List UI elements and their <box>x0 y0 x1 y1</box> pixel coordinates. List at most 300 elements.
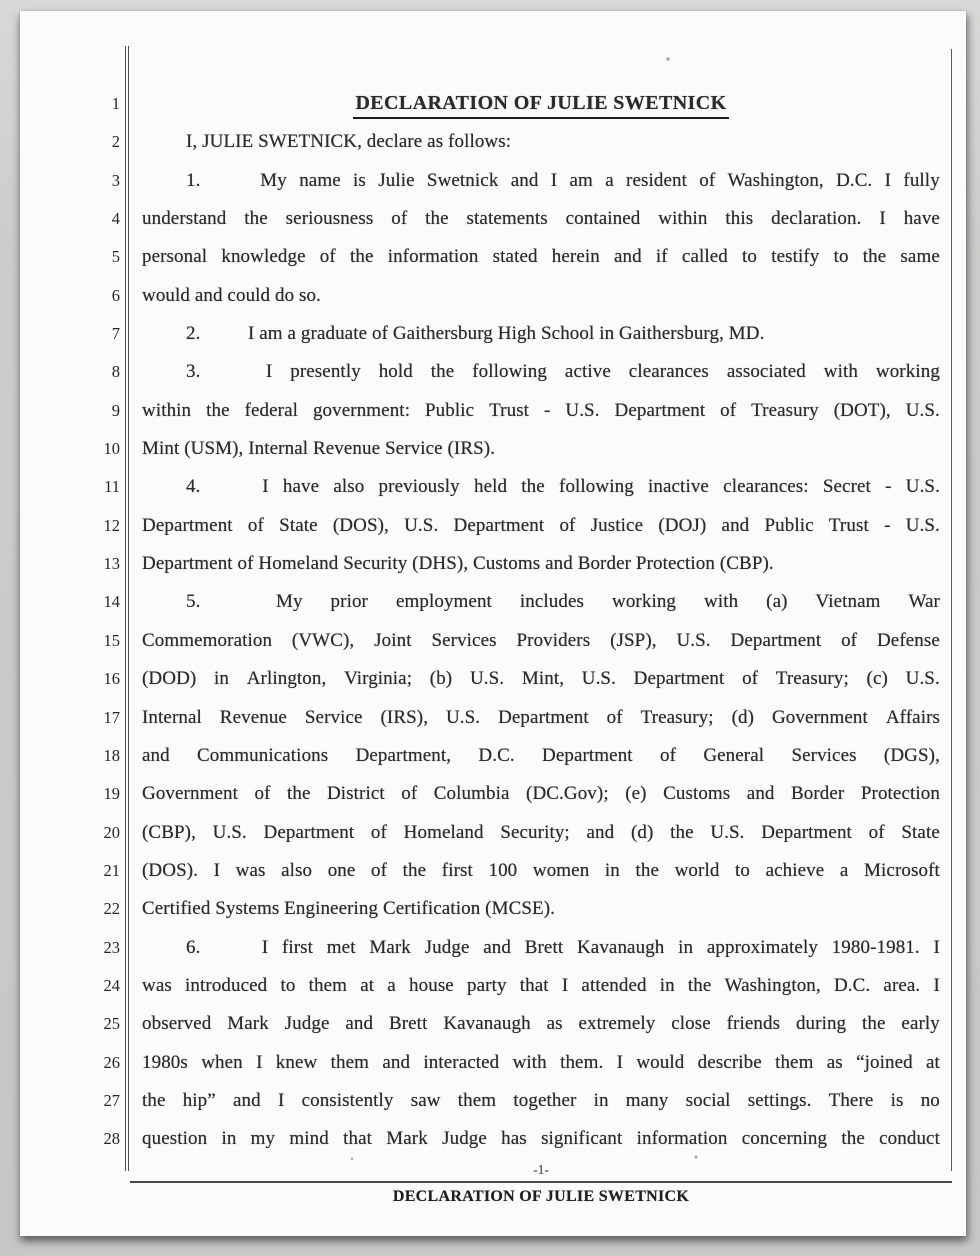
word: Mark <box>227 1013 269 1035</box>
word: (a) <box>766 591 788 613</box>
word: Brett <box>524 936 564 958</box>
line-number: 5 <box>111 247 120 267</box>
word: active <box>564 361 611 383</box>
word: am <box>569 169 593 191</box>
word: is <box>890 1089 904 1111</box>
document-line <box>142 507 940 545</box>
word: U.S. <box>212 821 247 843</box>
word: includes <box>519 591 585 613</box>
word: Providers <box>516 629 591 651</box>
word: Secret <box>822 476 871 498</box>
word: a <box>387 974 396 996</box>
word: Security; <box>500 821 570 843</box>
word: (e) <box>625 783 647 805</box>
line-number: 28 <box>103 1129 120 1149</box>
word: first <box>281 936 314 958</box>
word: them. <box>560 1051 604 1073</box>
word: of <box>841 629 858 651</box>
line-number: 15 <box>103 630 120 650</box>
word: women <box>532 859 590 881</box>
word: Border <box>791 783 845 805</box>
paragraph-number: 4. <box>186 476 201 498</box>
line-number: 12 <box>103 515 120 535</box>
line-number: 4 <box>111 209 120 229</box>
word: State <box>279 514 318 536</box>
word: called <box>681 246 728 268</box>
word: Trust <box>489 399 530 421</box>
document-line <box>142 315 940 353</box>
word: testify <box>771 246 820 268</box>
document-line <box>142 929 940 967</box>
document-line <box>142 814 940 852</box>
word: working <box>875 361 940 383</box>
line-number: 18 <box>103 745 120 765</box>
word: a <box>839 859 849 881</box>
word: U.S. <box>565 399 600 421</box>
document-line <box>142 1120 940 1158</box>
word: U.S. <box>469 668 505 690</box>
word: herein <box>551 246 600 268</box>
word: also <box>333 476 365 498</box>
word: with <box>823 361 858 383</box>
word: them <box>308 974 348 996</box>
word: stated <box>492 246 538 268</box>
word: during <box>795 1013 847 1035</box>
word: also <box>281 859 313 881</box>
line-number: 17 <box>103 707 120 727</box>
word: many <box>625 1089 669 1111</box>
word: observed <box>142 1013 212 1035</box>
word: that <box>343 1128 373 1150</box>
word: with <box>512 1051 547 1073</box>
word: “joined <box>856 1051 913 1073</box>
document-line <box>142 852 940 890</box>
word: Commemoration <box>142 629 273 651</box>
word: Department <box>730 629 822 651</box>
word: friends <box>726 1013 781 1035</box>
line-text: Department of Homeland Security (DHS), Customs and Border Protection (CBP). <box>142 553 774 575</box>
word: the <box>350 246 374 268</box>
word: question <box>142 1128 208 1150</box>
word: and <box>721 514 750 536</box>
line-number: 24 <box>103 975 120 995</box>
document-line <box>142 545 940 583</box>
document-line <box>142 123 940 161</box>
word: Virginia; <box>344 668 413 690</box>
word: achieve <box>765 859 825 881</box>
document-title: DECLARATION OF JULIE SWETNICK <box>353 91 728 119</box>
word: Washington, <box>724 974 821 996</box>
word: following <box>559 476 634 498</box>
word: understand <box>142 208 227 230</box>
line-number: 20 <box>103 822 120 842</box>
word: that <box>519 974 549 996</box>
word: statements <box>466 208 548 230</box>
word: Department <box>633 668 725 690</box>
word: approximately <box>706 936 818 958</box>
word: Public <box>764 514 814 536</box>
word: of <box>371 859 388 881</box>
word: the <box>142 1089 166 1111</box>
word: D.C. <box>478 744 515 766</box>
word: War <box>908 591 940 613</box>
word: seriousness <box>285 208 374 230</box>
word: held <box>473 476 508 498</box>
word: Washington, <box>727 169 824 191</box>
word: federal <box>244 399 298 421</box>
word: the <box>286 783 311 805</box>
word: in <box>221 1128 237 1150</box>
word: of <box>370 821 387 843</box>
word: Joint <box>374 629 412 651</box>
word: (DOJ) <box>658 514 707 536</box>
line-number: 16 <box>103 669 120 689</box>
word: the <box>244 208 268 230</box>
word: world <box>674 859 720 881</box>
word: party <box>467 974 507 996</box>
word: Department <box>614 399 706 421</box>
paragraph-number: 3. <box>186 361 201 383</box>
word: describe <box>697 1051 762 1073</box>
word: declaration. <box>771 208 862 230</box>
word: I <box>550 169 558 191</box>
word: conduct <box>879 1128 940 1150</box>
document-line <box>142 1082 940 1120</box>
word: U.S. <box>676 629 711 651</box>
line-number: 13 <box>103 554 120 574</box>
word: I <box>262 476 269 498</box>
pleading-rule-right <box>951 49 952 1171</box>
word: of <box>254 783 271 805</box>
word: contained <box>565 208 641 230</box>
line-number: 8 <box>111 362 120 382</box>
word: Microsoft <box>864 859 940 881</box>
word: (b) <box>429 668 453 690</box>
word: and <box>142 744 170 766</box>
paragraph-number: 1. <box>186 169 201 191</box>
word: Internal <box>142 706 202 728</box>
document-line <box>142 392 940 430</box>
line-text: would and could do so. <box>142 284 321 306</box>
word: and <box>586 821 615 843</box>
word: employment <box>395 591 492 613</box>
word: the <box>862 246 887 268</box>
document-line <box>142 660 940 698</box>
word: (d) <box>731 706 755 728</box>
word: knew <box>275 1051 318 1073</box>
word: of <box>720 399 737 421</box>
word: to <box>742 246 758 268</box>
word: the <box>862 1013 886 1035</box>
document-line <box>142 737 940 775</box>
word: Customs <box>663 783 731 805</box>
word: Services <box>791 744 857 766</box>
word: of <box>868 821 885 843</box>
word: There <box>828 1089 874 1111</box>
word: when <box>201 1051 243 1073</box>
word: resident <box>626 169 687 191</box>
line-number-column <box>72 85 120 1159</box>
word: Department <box>542 744 633 766</box>
word: U.S. <box>404 514 439 536</box>
word: of <box>401 783 418 805</box>
word: Department <box>761 821 852 843</box>
document-line <box>142 890 940 928</box>
word: personal <box>142 246 208 268</box>
word: (DOT), <box>833 399 891 421</box>
word: My <box>275 591 303 613</box>
word: I <box>879 208 886 230</box>
word: in <box>214 668 230 690</box>
word: in <box>604 859 620 881</box>
word: Mint, <box>521 668 565 690</box>
word: D.C. <box>833 974 871 996</box>
word: Public <box>425 399 475 421</box>
word: if <box>655 246 668 268</box>
word: name <box>299 169 341 191</box>
word: and <box>510 169 539 191</box>
word: house <box>409 974 454 996</box>
document-line <box>142 430 940 468</box>
word: Affairs <box>885 706 940 728</box>
word: and <box>746 783 775 805</box>
word: Revenue <box>219 706 287 728</box>
paragraph-number: 2. <box>186 323 201 345</box>
word: of <box>559 514 576 536</box>
word: within <box>142 399 192 421</box>
word: them <box>330 1051 370 1073</box>
word: the <box>206 399 230 421</box>
line-text: Mint (USM), Internal Revenue Service (IRS). <box>142 438 496 460</box>
line-number: 26 <box>103 1052 120 1072</box>
word: Department <box>263 821 355 843</box>
word: prior <box>330 591 368 613</box>
word: I <box>261 936 269 958</box>
line-text: Certified Systems Engineering Certification (MCSE). <box>142 898 555 920</box>
line-number: 11 <box>104 477 120 497</box>
word: extremely <box>578 1013 656 1035</box>
word: Kavanaugh <box>576 936 665 958</box>
line-number: 22 <box>103 899 120 919</box>
word: first <box>441 859 473 881</box>
word: early <box>901 1013 940 1035</box>
word: working <box>612 591 677 613</box>
word: significant <box>541 1128 623 1150</box>
line-number: 19 <box>103 784 120 804</box>
line-number: 27 <box>103 1090 120 1110</box>
word: of <box>247 514 264 536</box>
word: Department, <box>355 744 452 766</box>
word: the <box>402 859 427 881</box>
word: have <box>282 476 320 498</box>
word: Mark <box>386 1128 428 1150</box>
word: Swetnick <box>426 169 499 191</box>
word: (d) <box>630 821 654 843</box>
word: the <box>425 208 449 230</box>
word: U.S. <box>710 821 745 843</box>
word: I <box>256 1051 263 1073</box>
word: have <box>903 208 940 230</box>
word: information <box>387 246 479 268</box>
line-number: 21 <box>103 860 120 880</box>
paragraph-number: 5. <box>186 591 201 613</box>
word: the <box>670 821 694 843</box>
word: as <box>546 1013 563 1035</box>
line-number: 25 <box>103 1014 120 1034</box>
word: - <box>885 476 892 498</box>
document-line <box>142 162 940 200</box>
pleading-double-rule-left <box>125 46 129 1171</box>
word: Defense <box>876 629 940 651</box>
word: Julie <box>378 169 415 191</box>
word: clearances <box>628 361 709 383</box>
word: in <box>593 1089 609 1111</box>
word: in <box>659 974 675 996</box>
document-line <box>142 1044 940 1082</box>
word: Treasury <box>751 399 819 421</box>
word: U.S. <box>905 514 940 536</box>
paragraph-number: 6. <box>186 936 201 958</box>
word: of <box>606 706 623 728</box>
word: knowledge <box>221 246 306 268</box>
word: government: <box>312 399 411 421</box>
word: has <box>501 1128 527 1150</box>
word: Judge <box>442 1128 487 1150</box>
word: introduced <box>185 974 268 996</box>
word: and <box>382 1051 411 1073</box>
word: was <box>235 859 266 881</box>
word: presently <box>290 361 361 383</box>
word: within <box>658 208 708 230</box>
word: 100 <box>488 859 518 881</box>
word: and <box>483 936 511 958</box>
word: to <box>280 974 296 996</box>
word: Treasury; <box>640 706 714 728</box>
word: I <box>265 361 273 383</box>
line-number: 1 <box>111 94 120 113</box>
word: Government <box>142 783 238 805</box>
word: settings. <box>747 1089 812 1111</box>
word: social <box>685 1089 731 1111</box>
word: this <box>725 208 754 230</box>
word: area. <box>883 974 921 996</box>
word: Trust <box>828 514 869 536</box>
word: the <box>635 859 659 881</box>
word: Homeland <box>403 821 484 843</box>
word: is <box>353 169 366 191</box>
word: (c) <box>866 668 888 690</box>
word: District <box>326 783 385 805</box>
document-line <box>142 468 940 506</box>
word: (IRS), <box>380 706 429 728</box>
word: General <box>703 744 765 766</box>
word: at <box>360 974 375 996</box>
word: Brett <box>388 1013 428 1035</box>
document-line <box>142 967 940 1005</box>
document-line <box>142 238 940 276</box>
document-line <box>142 353 940 391</box>
line-number: 10 <box>103 439 120 459</box>
word: Government <box>771 706 868 728</box>
word: them <box>775 1051 814 1073</box>
word: the <box>430 361 455 383</box>
word: of <box>699 169 716 191</box>
word: U.S. <box>445 706 481 728</box>
word: 1980-1981. <box>831 936 920 958</box>
word: the <box>687 974 712 996</box>
word: at <box>926 1051 940 1073</box>
word: Kavanaugh <box>443 1013 531 1035</box>
word: 1980s <box>142 1051 188 1073</box>
document-line <box>142 699 940 737</box>
word: saw <box>410 1089 441 1111</box>
word: I <box>277 1089 285 1111</box>
word: same <box>900 246 940 268</box>
word: fully <box>903 169 940 191</box>
word: a <box>605 169 614 191</box>
word: concerning <box>741 1128 828 1150</box>
word: no <box>920 1089 940 1111</box>
word: to <box>833 246 849 268</box>
word: I <box>933 974 940 996</box>
word: them <box>457 1089 497 1111</box>
word: and <box>345 1013 374 1035</box>
document-title-line <box>142 85 940 123</box>
document-line <box>142 775 940 813</box>
word: of <box>742 668 759 690</box>
word: together <box>513 1089 577 1111</box>
word: Department <box>498 706 589 728</box>
line-number: 23 <box>103 937 120 957</box>
word: I <box>884 169 892 191</box>
word: Protection <box>860 783 940 805</box>
document-body <box>142 85 940 1159</box>
word: U.S. <box>905 476 940 498</box>
word: - <box>544 399 551 421</box>
word: Judge <box>424 936 470 958</box>
document-line <box>142 200 940 238</box>
word: Justice <box>590 514 644 536</box>
word: I <box>213 859 221 881</box>
word: my <box>250 1128 276 1150</box>
word: following <box>472 361 548 383</box>
word: (VWC), <box>291 629 355 651</box>
word: with <box>704 591 739 613</box>
word: (DC.Gov); <box>526 783 609 805</box>
line-number: 6 <box>111 285 120 305</box>
word: mind <box>289 1128 329 1150</box>
line-text: I am a graduate of Gaithersburg High School in Gaithersburg, MD. <box>248 323 765 345</box>
line-number: 2 <box>111 132 120 152</box>
word: I <box>561 974 569 996</box>
word: State <box>901 821 940 843</box>
word: hold <box>378 361 413 383</box>
word: D.C. <box>836 169 873 191</box>
word: attended <box>581 974 647 996</box>
word: Communications <box>197 744 329 766</box>
word: hip” <box>182 1089 216 1111</box>
word: clearances: <box>723 476 809 498</box>
word: consistently <box>301 1089 394 1111</box>
word: U.S. <box>581 668 616 690</box>
word: and <box>233 1089 261 1111</box>
word: the <box>521 476 545 498</box>
word: one <box>327 859 356 881</box>
word: Arlington, <box>246 668 327 690</box>
line-number: 9 <box>111 400 120 420</box>
document-page <box>20 11 966 1236</box>
footer-rule <box>130 1181 952 1183</box>
